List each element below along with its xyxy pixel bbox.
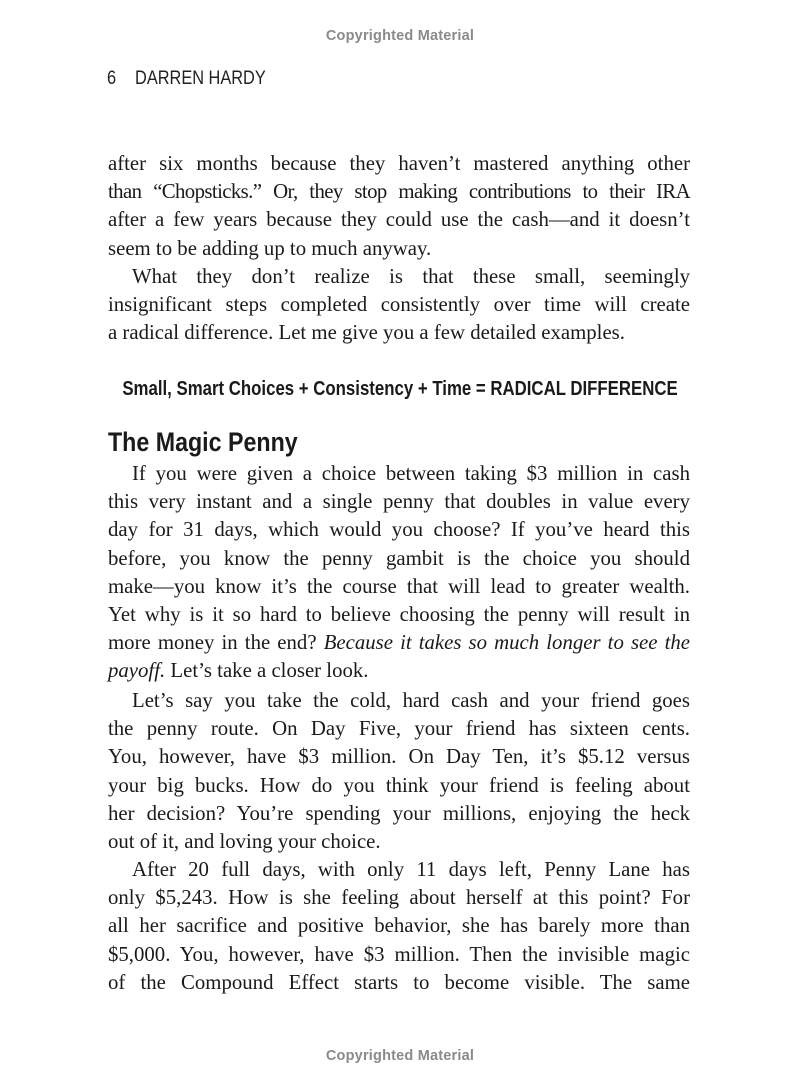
text-line: out of it, and loving your choice. [108,830,381,854]
text-line: her decision? You’re spending your millions, enjoying the heck [108,801,690,825]
running-head [107,68,266,90]
equation-callout: Small, Smart Choices + Consistency + Time = RADICAL DIFFERENCE [122,378,678,400]
copyright-watermark-top: Copyrighted Material [325,28,475,44]
text-line: You, however, have $3 million. On Day Ten, it’s $5.12 versus [108,745,690,769]
text-line: make—you know it’s the course that will lead to greater wealth. [108,574,690,598]
italic-text-run: Because it takes so much longer to see the [323,631,691,655]
text-line: after a few years because they could use the cash—and it doesn’t [108,208,690,232]
text-line: than “Chopsticks.” Or, they stop making contributions to their IRA [108,180,690,204]
paragraph-2 [108,263,690,348]
text-line: What they don’t realize is that these small, seemingly [132,265,690,288]
text-line: this very instant and a single penny that doubles in value every [108,490,690,514]
paragraph-3 [108,460,690,686]
text-line: Let’s say you take the cold, hard cash and your friend goes [132,689,690,712]
text-line [108,657,690,685]
text-line: after six months because they haven’t mastered anything other [108,152,690,175]
text-line: After 20 full days, with only 11 days left, Penny Lane has [132,858,690,881]
text-line: all her sacrifice and positive behavior, she has barely more than [108,914,690,938]
text-line: $5,000. You, however, have $3 million. Then the invisible magic [108,942,690,966]
text-line: of the Compound Effect starts to become visible. The same [108,970,690,994]
text-line: seem to be adding up to much anyway. [108,236,432,260]
text-line: If you were given a choice between taking $3 million in cash [132,462,690,485]
text-line: the penny route. On Day Five, your friend has sixteen cents. [108,717,690,741]
text-line [108,629,690,657]
paragraph-5 [108,856,690,997]
text-line: day for 31 days, which would you choose? If you’ve heard this [108,518,690,542]
paragraph-1 [108,150,690,263]
text-run: more money in the end? [108,631,317,655]
paragraph-4 [108,687,690,856]
text-line: only $5,243. How is she feeling about herself at this point? For [108,886,690,910]
italic-text-run: payoff. [108,659,166,683]
text-run: Let’s take a closer look. [170,659,369,683]
copyright-watermark-bottom: Copyrighted Material [325,1048,475,1064]
text-line: before, you know the penny gambit is the choice you should [108,546,690,570]
author-name: DARREN HARDY [135,68,266,89]
text-line: insignificant steps completed consistently over time will create [108,293,690,317]
text-line: Yet why is it so hard to believe choosing the penny will result in [108,603,690,627]
text-line: a radical difference. Let me give you a few detailed examples. [108,321,625,345]
page-number: 6 [107,68,117,89]
text-line: your big bucks. How do you think your friend is feeling about [108,773,690,797]
section-heading: The Magic Penny [108,427,298,457]
